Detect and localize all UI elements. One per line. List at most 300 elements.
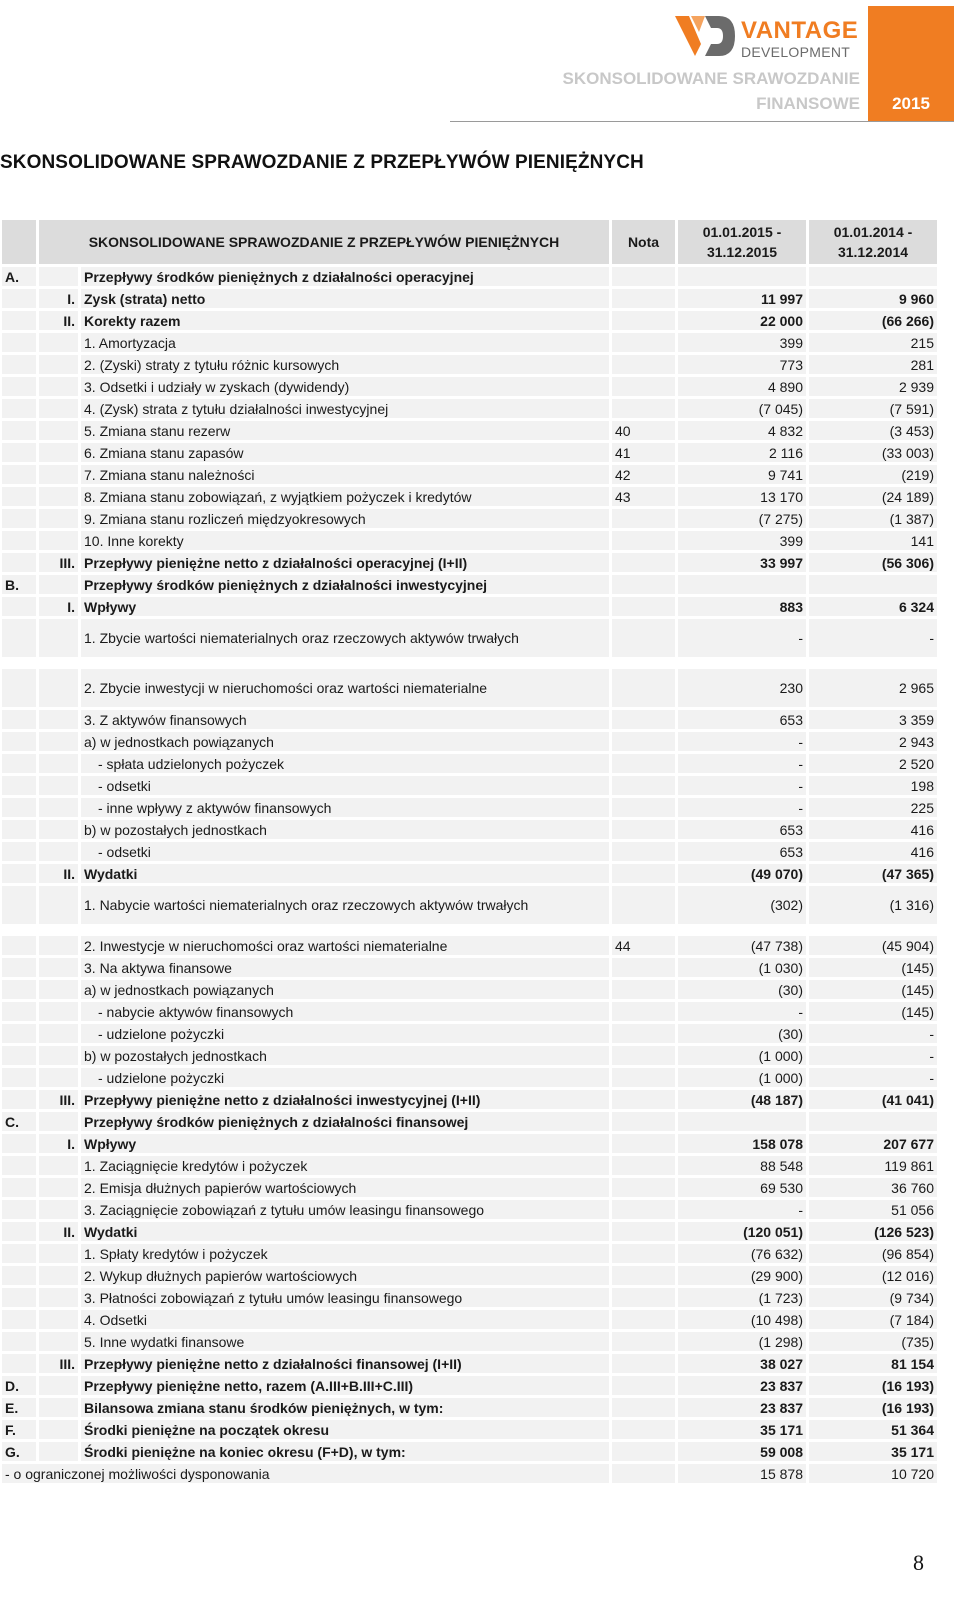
row-nota [612, 1222, 678, 1244]
row-description-text: - udzielone pożyczki [98, 1069, 225, 1086]
row-section-letter [2, 886, 39, 927]
row-value-2014: 81 154 [809, 1354, 940, 1376]
row-value-2014: - [809, 1024, 940, 1046]
row-nota [612, 798, 678, 820]
row-section-letter [2, 421, 39, 443]
row-description [81, 958, 612, 980]
row-description [81, 776, 612, 798]
row-roman-numeral [39, 980, 81, 1002]
table-row [2, 798, 940, 820]
row-roman-numeral [39, 1376, 81, 1398]
table-row [2, 732, 940, 754]
row-value-2014: 2 520 [809, 754, 940, 776]
row-section-letter [2, 1310, 39, 1332]
row-nota [612, 1464, 678, 1486]
table-header-row [2, 220, 940, 267]
row-value-2014: (219) [809, 465, 940, 487]
row-description [81, 1398, 612, 1420]
row-value-2014: 198 [809, 776, 940, 798]
row-nota [612, 289, 678, 311]
table-row [2, 619, 940, 660]
row-nota: 40 [612, 421, 678, 443]
row-value-2014: (12 016) [809, 1266, 940, 1288]
row-value-2015: (30) [678, 1024, 809, 1046]
row-description-text: - spłata udzielonych pożyczek [98, 755, 284, 772]
row-description [81, 842, 612, 864]
row-roman-numeral: III. [39, 1354, 81, 1376]
row-description-text: 9. Zmiana stanu rozliczeń międzyokresowych [84, 510, 366, 527]
table-row [2, 1376, 940, 1398]
table-row [2, 1090, 940, 1112]
row-description-text: 3. Płatności zobowiązań z tytułu umów leasingu finansowego [84, 1289, 463, 1306]
row-value-2014: 2 939 [809, 377, 940, 399]
row-value-2014: 51 056 [809, 1200, 940, 1222]
row-description-text: 8. Zmiana stanu zobowiązań, z wyjątkiem pożyczek i kredytów [84, 488, 472, 505]
row-value-2015: (7 045) [678, 399, 809, 421]
row-value-2015: 38 027 [678, 1354, 809, 1376]
row-nota [612, 1134, 678, 1156]
row-value-2014: (16 193) [809, 1398, 940, 1420]
row-section-letter [2, 553, 39, 575]
row-value-2014: (16 193) [809, 1376, 940, 1398]
row-description-text: 5. Inne wydatki finansowe [84, 1333, 245, 1350]
table-row [2, 820, 940, 842]
row-nota [612, 1068, 678, 1090]
table-row [2, 1112, 940, 1134]
row-section-letter [2, 355, 39, 377]
row-description [81, 1178, 612, 1200]
row-roman-numeral [39, 487, 81, 509]
row-section-letter [2, 936, 39, 958]
row-nota [612, 1090, 678, 1112]
row-value-2014: 215 [809, 333, 940, 355]
row-value-2015: (1 000) [678, 1046, 809, 1068]
table-row [2, 1464, 940, 1486]
row-value-2015: (120 051) [678, 1222, 809, 1244]
row-roman-numeral: I. [39, 289, 81, 311]
row-description-text: Wpływy [84, 1135, 137, 1152]
table-row [2, 864, 940, 886]
row-roman-numeral [39, 421, 81, 443]
row-value-2015: 399 [678, 531, 809, 553]
table-row [2, 267, 940, 289]
table-row [2, 1442, 940, 1464]
row-description-text: 3. Zaciągnięcie zobowiązań z tytułu umów leasingu finansowego [84, 1201, 485, 1218]
row-description-text: a) w jednostkach powiązanych [84, 733, 274, 750]
period-2015-start: 01.01.2015 - [702, 224, 782, 240]
row-value-2015: (1 298) [678, 1332, 809, 1354]
row-roman-numeral [39, 1112, 81, 1134]
row-value-2015: 773 [678, 355, 809, 377]
row-description-text: 3. Na aktywa finansowe [84, 959, 232, 976]
row-value-2015: - [678, 776, 809, 798]
table-row [2, 1024, 940, 1046]
row-roman-numeral [39, 710, 81, 732]
row-description [81, 333, 612, 355]
table-row [2, 289, 940, 311]
row-description [81, 487, 612, 509]
row-nota [612, 1002, 678, 1024]
table-row [2, 936, 940, 958]
row-description-text: 2. Zbycie inwestycji w nieruchomości oraz wartości niematerialne [84, 680, 488, 696]
row-description [81, 377, 612, 399]
table-row [2, 553, 940, 575]
table-row [2, 776, 940, 798]
cash-flow-table [2, 220, 940, 1486]
row-description-text: Bilansowa zmiana stanu środków pieniężnych, w tym: [84, 1399, 444, 1416]
table-row [2, 575, 940, 597]
row-description-text: 5. Zmiana stanu rezerw [84, 422, 231, 439]
row-value-2015: 9 741 [678, 465, 809, 487]
row-value-2014: (66 266) [809, 311, 940, 333]
row-value-2014: (7 184) [809, 1310, 940, 1332]
row-nota [612, 619, 678, 660]
table-row [2, 1156, 940, 1178]
row-description-text: Przepływy pieniężne netto z działalności finansowej (I+II) [84, 1355, 462, 1372]
row-description [81, 443, 612, 465]
row-roman-numeral [39, 1002, 81, 1024]
row-section-letter [2, 1046, 39, 1068]
table-row [2, 958, 940, 980]
table-row [2, 1002, 940, 1024]
row-roman-numeral: III. [39, 1090, 81, 1112]
row-value-2015: 653 [678, 842, 809, 864]
row-value-2015: 23 837 [678, 1398, 809, 1420]
row-value-2015: (1 000) [678, 1068, 809, 1090]
spacer-cell [2, 927, 940, 936]
row-section-letter [2, 509, 39, 531]
row-section-letter: A. [2, 267, 39, 289]
row-description-text: Zysk (strata) netto [84, 290, 206, 307]
row-section-letter [2, 487, 39, 509]
row-value-2015: 2 116 [678, 443, 809, 465]
table-row [2, 1046, 940, 1068]
row-value-2015 [678, 575, 809, 597]
row-nota [612, 553, 678, 575]
cash-flow-table-body [2, 220, 940, 1486]
row-roman-numeral: II. [39, 1222, 81, 1244]
row-section-letter [2, 1134, 39, 1156]
table-row [2, 333, 940, 355]
table-row [2, 531, 940, 553]
row-description [81, 289, 612, 311]
row-roman-numeral [39, 399, 81, 421]
row-section-letter [2, 1288, 39, 1310]
row-section-letter [2, 289, 39, 311]
row-nota [612, 1376, 678, 1398]
vantage-logo-mark-icon [675, 14, 735, 58]
table-row [2, 1420, 940, 1442]
table-row [2, 1398, 940, 1420]
row-description [81, 864, 612, 886]
row-roman-numeral [39, 798, 81, 820]
row-section-letter [2, 980, 39, 1002]
row-roman-numeral [39, 333, 81, 355]
row-description [81, 1442, 612, 1464]
row-nota [612, 1310, 678, 1332]
row-description [81, 1310, 612, 1332]
row-nota [612, 842, 678, 864]
table-row [2, 710, 940, 732]
row-value-2014: (145) [809, 980, 940, 1002]
row-section-letter [2, 531, 39, 553]
row-description-text: 1. Zaciągnięcie kredytów i pożyczek [84, 1157, 308, 1174]
row-description-text: 2. (Zyski) straty z tytułu różnic kursowych [84, 356, 340, 373]
page-title: SKONSOLIDOWANE SPRAWOZDANIE Z PRZEPŁYWÓW PIENIĘŻNYCH [0, 152, 644, 173]
row-description-text: 2. Wykup dłużnych papierów wartościowych [84, 1267, 357, 1284]
row-description-text: Środki pieniężne na początek okresu [84, 1421, 330, 1438]
row-value-2015: (10 498) [678, 1310, 809, 1332]
table-row [2, 443, 940, 465]
row-description-text: 1. Zbycie wartości niematerialnych oraz rzeczowych aktywów trwałych [84, 630, 519, 646]
row-roman-numeral [39, 355, 81, 377]
row-roman-numeral [39, 1200, 81, 1222]
row-value-2014: (9 734) [809, 1288, 940, 1310]
row-roman-numeral [39, 886, 81, 927]
row-section-letter [2, 1200, 39, 1222]
row-value-2015: 23 837 [678, 1376, 809, 1398]
row-nota [612, 575, 678, 597]
row-value-2015: (1 030) [678, 958, 809, 980]
row-nota [612, 1420, 678, 1442]
row-value-2015: 59 008 [678, 1442, 809, 1464]
row-value-2015: 33 997 [678, 553, 809, 575]
row-description [81, 267, 612, 289]
row-roman-numeral [39, 1156, 81, 1178]
row-nota [612, 776, 678, 798]
row-value-2014: (1 387) [809, 509, 940, 531]
table-row [2, 399, 940, 421]
row-roman-numeral: II. [39, 864, 81, 886]
row-description-text: 4. Odsetki [84, 1311, 148, 1328]
row-nota [612, 1046, 678, 1068]
row-description [81, 1112, 612, 1134]
row-nota [612, 669, 678, 710]
row-description [81, 1332, 612, 1354]
row-value-2015: 230 [678, 669, 809, 710]
row-value-2015: (1 723) [678, 1288, 809, 1310]
row-description [81, 575, 612, 597]
table-row [2, 1068, 940, 1090]
header-blank-cell [2, 220, 39, 267]
row-section-letter [2, 732, 39, 754]
row-description-text: Przepływy pieniężne netto, razem (A.III+B.III+C.III) [84, 1377, 414, 1394]
row-roman-numeral [39, 936, 81, 958]
table-row [2, 465, 940, 487]
header-period-2014-cell [809, 220, 940, 267]
row-description-text: 2. Inwestycje w nieruchomości oraz wartości niematerialne [84, 937, 448, 954]
row-value-2015: (76 632) [678, 1244, 809, 1266]
row-description-text: 7. Zmiana stanu należności [84, 466, 255, 483]
row-roman-numeral [39, 1288, 81, 1310]
row-description-text: 3. Z aktywów finansowych [84, 711, 247, 728]
row-description [81, 886, 612, 927]
row-nota [612, 311, 678, 333]
row-nota [612, 958, 678, 980]
row-value-2014: 416 [809, 842, 940, 864]
row-nota [612, 864, 678, 886]
row-value-2014: 281 [809, 355, 940, 377]
row-value-2014: 225 [809, 798, 940, 820]
row-description [81, 732, 612, 754]
row-section-letter [2, 864, 39, 886]
row-description [81, 421, 612, 443]
row-description [81, 669, 612, 710]
row-description [81, 355, 612, 377]
row-section-letter [2, 597, 39, 619]
row-value-2014: 3 359 [809, 710, 940, 732]
row-section-letter [2, 333, 39, 355]
row-value-2015: 158 078 [678, 1134, 809, 1156]
row-description [81, 399, 612, 421]
row-section-letter [2, 311, 39, 333]
row-description [81, 619, 612, 660]
row-description-text: 1. Spłaty kredytów i pożyczek [84, 1245, 268, 1262]
page-number: 8 [913, 1550, 924, 1575]
row-value-2015: - [678, 1200, 809, 1222]
row-nota [612, 1288, 678, 1310]
row-value-2014: 2 965 [809, 669, 940, 710]
row-nota: 42 [612, 465, 678, 487]
row-roman-numeral [39, 842, 81, 864]
table-row [2, 1200, 940, 1222]
row-nota: 44 [612, 936, 678, 958]
row-section-letter [2, 1354, 39, 1376]
table-row [2, 1178, 940, 1200]
row-roman-numeral [39, 619, 81, 660]
table-row [2, 377, 940, 399]
row-nota [612, 1244, 678, 1266]
row-value-2014: 6 324 [809, 597, 940, 619]
table-row [2, 1222, 940, 1244]
row-roman-numeral [39, 1310, 81, 1332]
row-value-2014: (145) [809, 1002, 940, 1024]
table-row [2, 1244, 940, 1266]
row-section-letter [2, 669, 39, 710]
row-description [81, 553, 612, 575]
row-description [81, 710, 612, 732]
row-roman-numeral [39, 575, 81, 597]
row-roman-numeral [39, 669, 81, 710]
row-description [81, 1156, 612, 1178]
row-value-2014: (45 904) [809, 936, 940, 958]
row-nota [612, 509, 678, 531]
row-description [81, 465, 612, 487]
row-value-2015: - [678, 798, 809, 820]
row-nota [612, 1112, 678, 1134]
row-nota [612, 1332, 678, 1354]
row-description [81, 798, 612, 820]
row-value-2015: 4 832 [678, 421, 809, 443]
table-row [2, 669, 940, 710]
row-section-letter [2, 754, 39, 776]
row-value-2015: - [678, 1002, 809, 1024]
row-roman-numeral [39, 1046, 81, 1068]
row-nota [612, 399, 678, 421]
row-value-2014: 10 720 [809, 1464, 940, 1486]
report-title-line1: SKONSOLIDOWANE SRAWOZDANIE [562, 69, 860, 88]
row-value-2014: (1 316) [809, 886, 940, 927]
row-section-letter [2, 820, 39, 842]
row-nota [612, 980, 678, 1002]
table-row [2, 754, 940, 776]
row-description-text: - udzielone pożyczki [98, 1025, 225, 1042]
row-description [81, 1024, 612, 1046]
table-row [2, 886, 940, 927]
row-section-letter: D. [2, 1376, 39, 1398]
row-description-text: Wpływy [84, 598, 137, 615]
row-value-2015: (7 275) [678, 509, 809, 531]
row-value-2014: (33 003) [809, 443, 940, 465]
row-section-letter [2, 399, 39, 421]
row-value-2014: (126 523) [809, 1222, 940, 1244]
row-roman-numeral [39, 1024, 81, 1046]
row-description-text: Przepływy pieniężne netto z działalności operacyjnej (I+II) [84, 554, 468, 571]
row-roman-numeral [39, 820, 81, 842]
row-nota [612, 1178, 678, 1200]
row-description-text: 1. Nabycie wartości niematerialnych oraz rzeczowych aktywów trwałych [84, 897, 529, 913]
row-description [81, 1354, 612, 1376]
row-value-2015: 22 000 [678, 311, 809, 333]
row-roman-numeral [39, 531, 81, 553]
row-description [81, 311, 612, 333]
row-nota: 41 [612, 443, 678, 465]
row-description-text: - nabycie aktywów finansowych [98, 1003, 294, 1020]
row-description: - o ograniczonej możliwości dysponowania [2, 1464, 612, 1486]
row-nota [612, 1266, 678, 1288]
row-nota [612, 1442, 678, 1464]
row-description-text: Przepływy środków pieniężnych z działalności operacyjnej [84, 268, 474, 285]
row-section-letter [2, 842, 39, 864]
company-logo [675, 14, 859, 64]
row-nota [612, 710, 678, 732]
report-title [500, 66, 860, 116]
period-2014-start: 01.01.2014 - [833, 224, 913, 240]
row-roman-numeral [39, 443, 81, 465]
row-value-2014: 416 [809, 820, 940, 842]
table-row [2, 1266, 940, 1288]
table-row [2, 980, 940, 1002]
row-roman-numeral: III. [39, 553, 81, 575]
row-value-2015: (29 900) [678, 1266, 809, 1288]
row-roman-numeral: I. [39, 1134, 81, 1156]
row-value-2014: (735) [809, 1332, 940, 1354]
row-value-2015: - [678, 619, 809, 660]
table-row [2, 311, 940, 333]
row-section-letter [2, 1024, 39, 1046]
row-section-letter: C. [2, 1112, 39, 1134]
row-roman-numeral [39, 509, 81, 531]
row-value-2014: (3 453) [809, 421, 940, 443]
table-row [2, 1134, 940, 1156]
logo-subtitle: DEVELOPMENT [741, 44, 851, 60]
row-roman-numeral [39, 776, 81, 798]
row-section-letter [2, 710, 39, 732]
row-value-2014: (47 365) [809, 864, 940, 886]
row-roman-numeral [39, 958, 81, 980]
spacer-cell [2, 660, 940, 669]
row-description-text: Środki pieniężne na koniec okresu (F+D), w tym: [84, 1443, 406, 1460]
row-value-2014: (56 306) [809, 553, 940, 575]
row-description-text: Przepływy środków pieniężnych z działalności inwestycyjnej [84, 576, 488, 593]
row-nota [612, 732, 678, 754]
row-value-2014 [809, 1112, 940, 1134]
row-value-2015: 69 530 [678, 1178, 809, 1200]
table-row [2, 842, 940, 864]
row-value-2015: 35 171 [678, 1420, 809, 1442]
row-nota [612, 1024, 678, 1046]
row-value-2015: 653 [678, 710, 809, 732]
